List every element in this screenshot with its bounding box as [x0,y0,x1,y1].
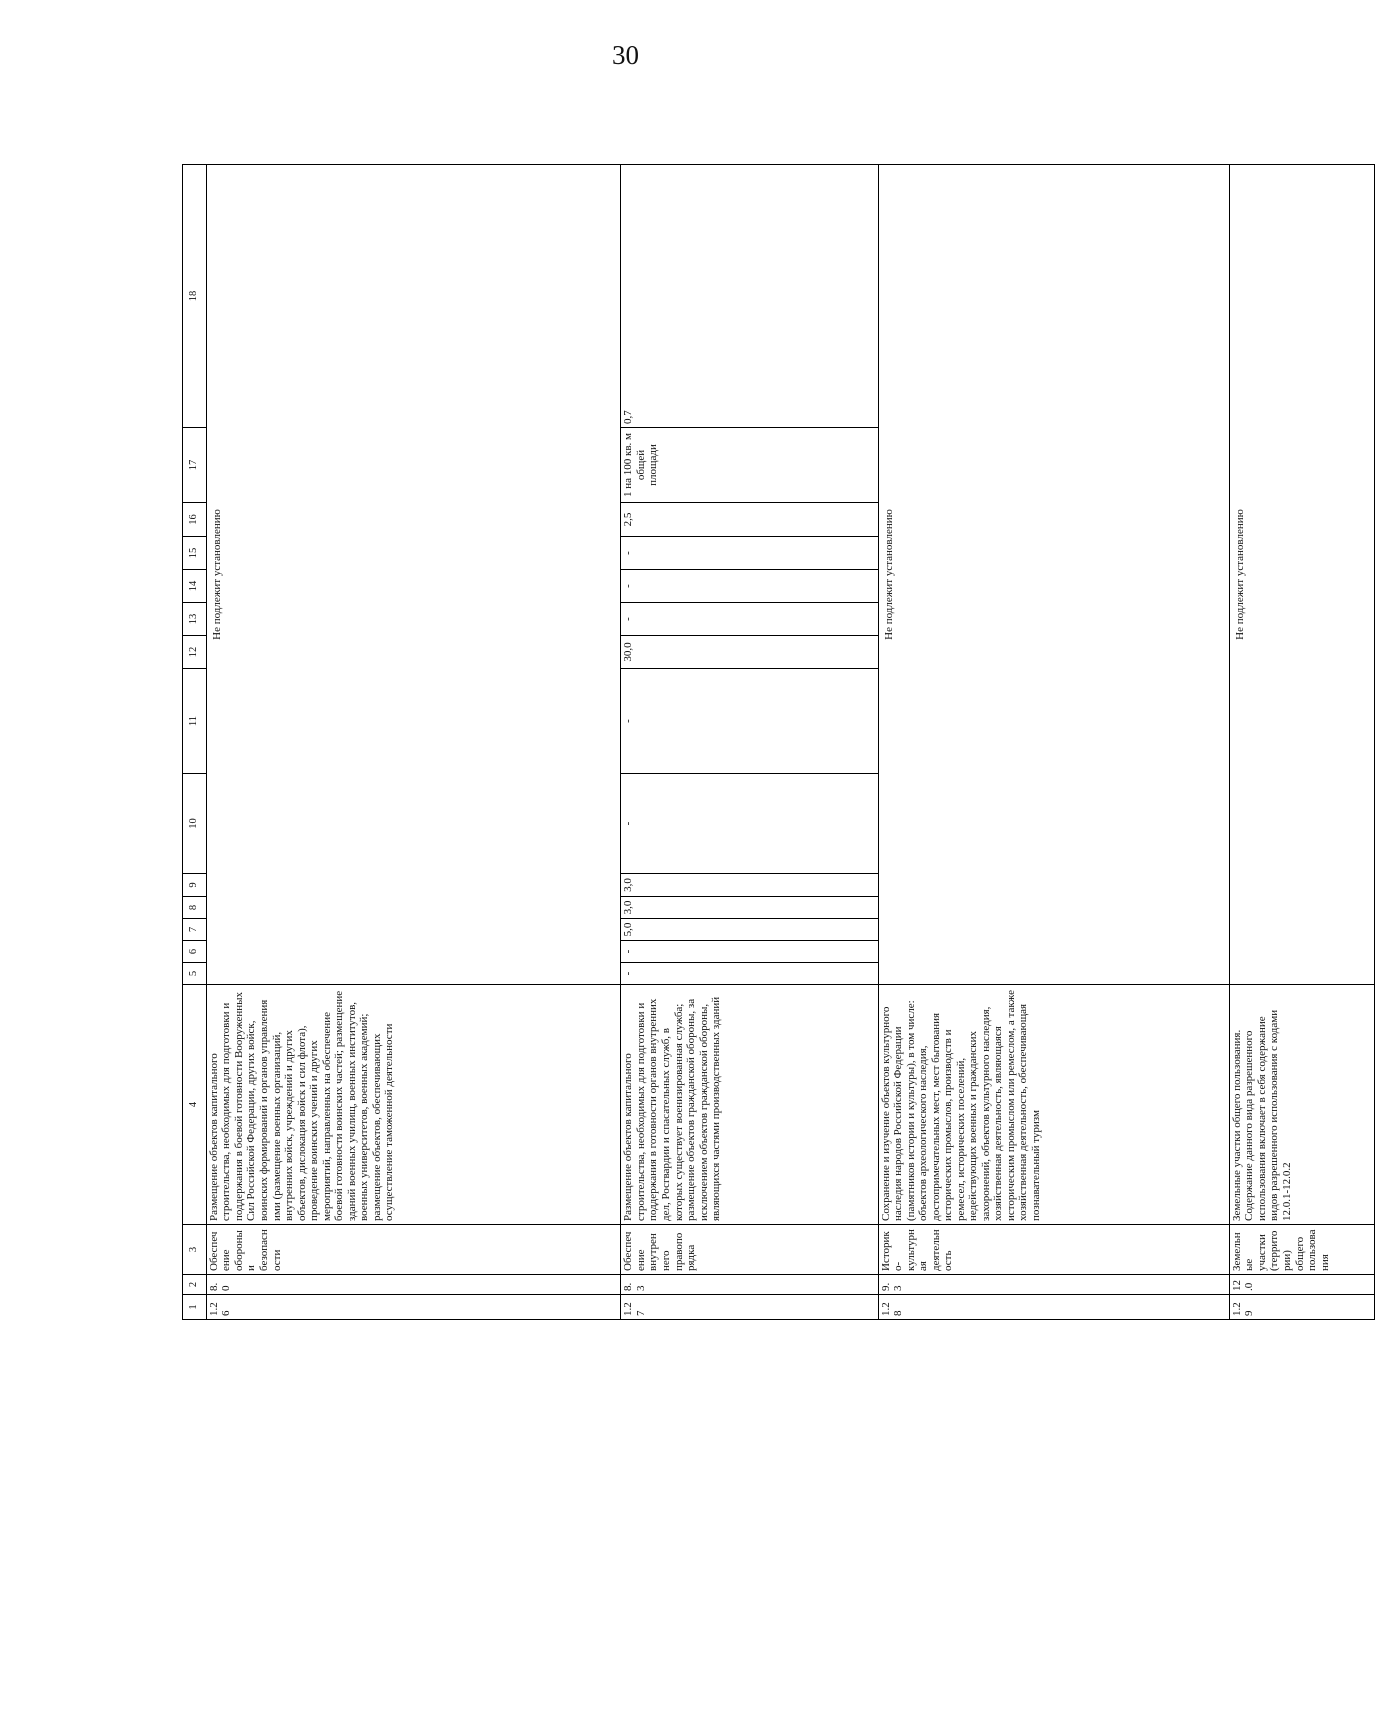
row-name: Земельные участки (территории) общего пользования [1229,1225,1374,1275]
cell-7: 5,0 [621,919,878,941]
col-header: 2 [183,1275,207,1295]
row-code: 8.0 [206,1275,621,1295]
row-name: Обеспечение обороны и безопасности [206,1225,621,1275]
row-name: Обеспечение внутреннего правопорядка [621,1225,878,1275]
col-header: 5 [183,963,207,985]
col-header: 4 [183,985,207,1225]
row-note: Не подлежит установлению [206,165,621,985]
page-number: 30 [612,40,639,70]
col-header: 3 [183,1225,207,1275]
table-row [878,165,1229,1320]
cell-11: - [621,669,878,774]
row-number: 1.28 [878,1295,1229,1320]
col-header: 9 [183,874,207,897]
col-header: 10 [183,774,207,874]
row-code: 8.3 [621,1275,878,1295]
col-header: 7 [183,919,207,941]
cell-14: - [621,570,878,603]
row-description: Размещение объектов капитального строительства, необходимых для подготовки и поддержания в готовности органов внутренних дел, Росгвардии и спасательных служб, в которых существует военизированная служба; размещение объектов гражданской обороны, за исключением объектов гражданской обороны, являющихся частями производственных зданий [621,985,878,1225]
table-row [1229,165,1374,1320]
cell-5: - [621,963,878,985]
row-number: 1.29 [1229,1295,1374,1320]
col-header: 18 [183,165,207,428]
rotated-table-container [182,185,1375,1320]
row-name: Историко-культурная деятельность [878,1225,1229,1275]
col-header: 11 [183,669,207,774]
table-row [621,165,878,1320]
cell-9: 3,0 [621,874,878,897]
cell-6: - [621,941,878,963]
cell-18: 0,7 [621,165,878,428]
row-description: Сохранение и изучение объектов культурного наследия народов Российской Федерации (памятников истории и культуры), в том числе: объектов археологического наследия, достопримечательных мест, мест бытования исторических промыслов, производств и ремесел, исторических поселений, недействующих военных и гражданских захоронений, объектов культурного наследия, хозяйственная деятельность, являющаяся историческим промыслом или ремеслом, а также хозяйственная деятельность, обеспечивающая познавательный туризм [878,985,1229,1225]
cell-15: - [621,537,878,570]
col-header: 8 [183,897,207,919]
cell-16: 2,5 [621,503,878,537]
row-number: 1.27 [621,1295,878,1320]
cell-8: 3,0 [621,897,878,919]
table-wrapper [182,127,1331,1320]
cell-12: 30,0 [621,636,878,669]
row-description: Земельные участки общего пользования. Содержание данного вида разрешенного использования включает в себя содержание видов разрешенного использования с кодами 12.0.1-12.0.2 [1229,985,1374,1225]
col-header: 6 [183,941,207,963]
col-header: 13 [183,603,207,636]
cell-10: - [621,774,878,874]
col-header: 14 [183,570,207,603]
col-header: 16 [183,503,207,537]
col-header: 15 [183,537,207,570]
row-number: 1.26 [206,1295,621,1320]
row-code: 9.3 [878,1275,1229,1295]
row-note: Не подлежит установлению [1229,165,1374,985]
cell-17: 1 на 100 кв. м общей площади [621,428,878,503]
header-row [183,165,207,1320]
row-description: Размещение объектов капитального строительства, необходимых для подготовки и поддержания в боевой готовности Вооруженных Сил Российской Федерации, других войск, воинских формирований и органов управления ими (размещение военных организаций, внутренних войск, учреждений и других объектов, дислокация войск и сил флота), проведение воинских учений и других мероприятий, направленных на обеспечение боевой готовности воинских частей; размещение зданий военных училищ, военных институтов, военных университетов, военных академий; размещение объектов, обеспечивающих осуществление таможенной деятельности [206,985,621,1225]
row-code: 12.0 [1229,1275,1374,1295]
col-header: 1 [183,1295,207,1320]
row-note: Не подлежит установлению [878,165,1229,985]
regulations-table [182,164,1375,1320]
cell-13: - [621,603,878,636]
col-header: 12 [183,636,207,669]
table-row [206,165,621,1320]
col-header: 17 [183,428,207,503]
